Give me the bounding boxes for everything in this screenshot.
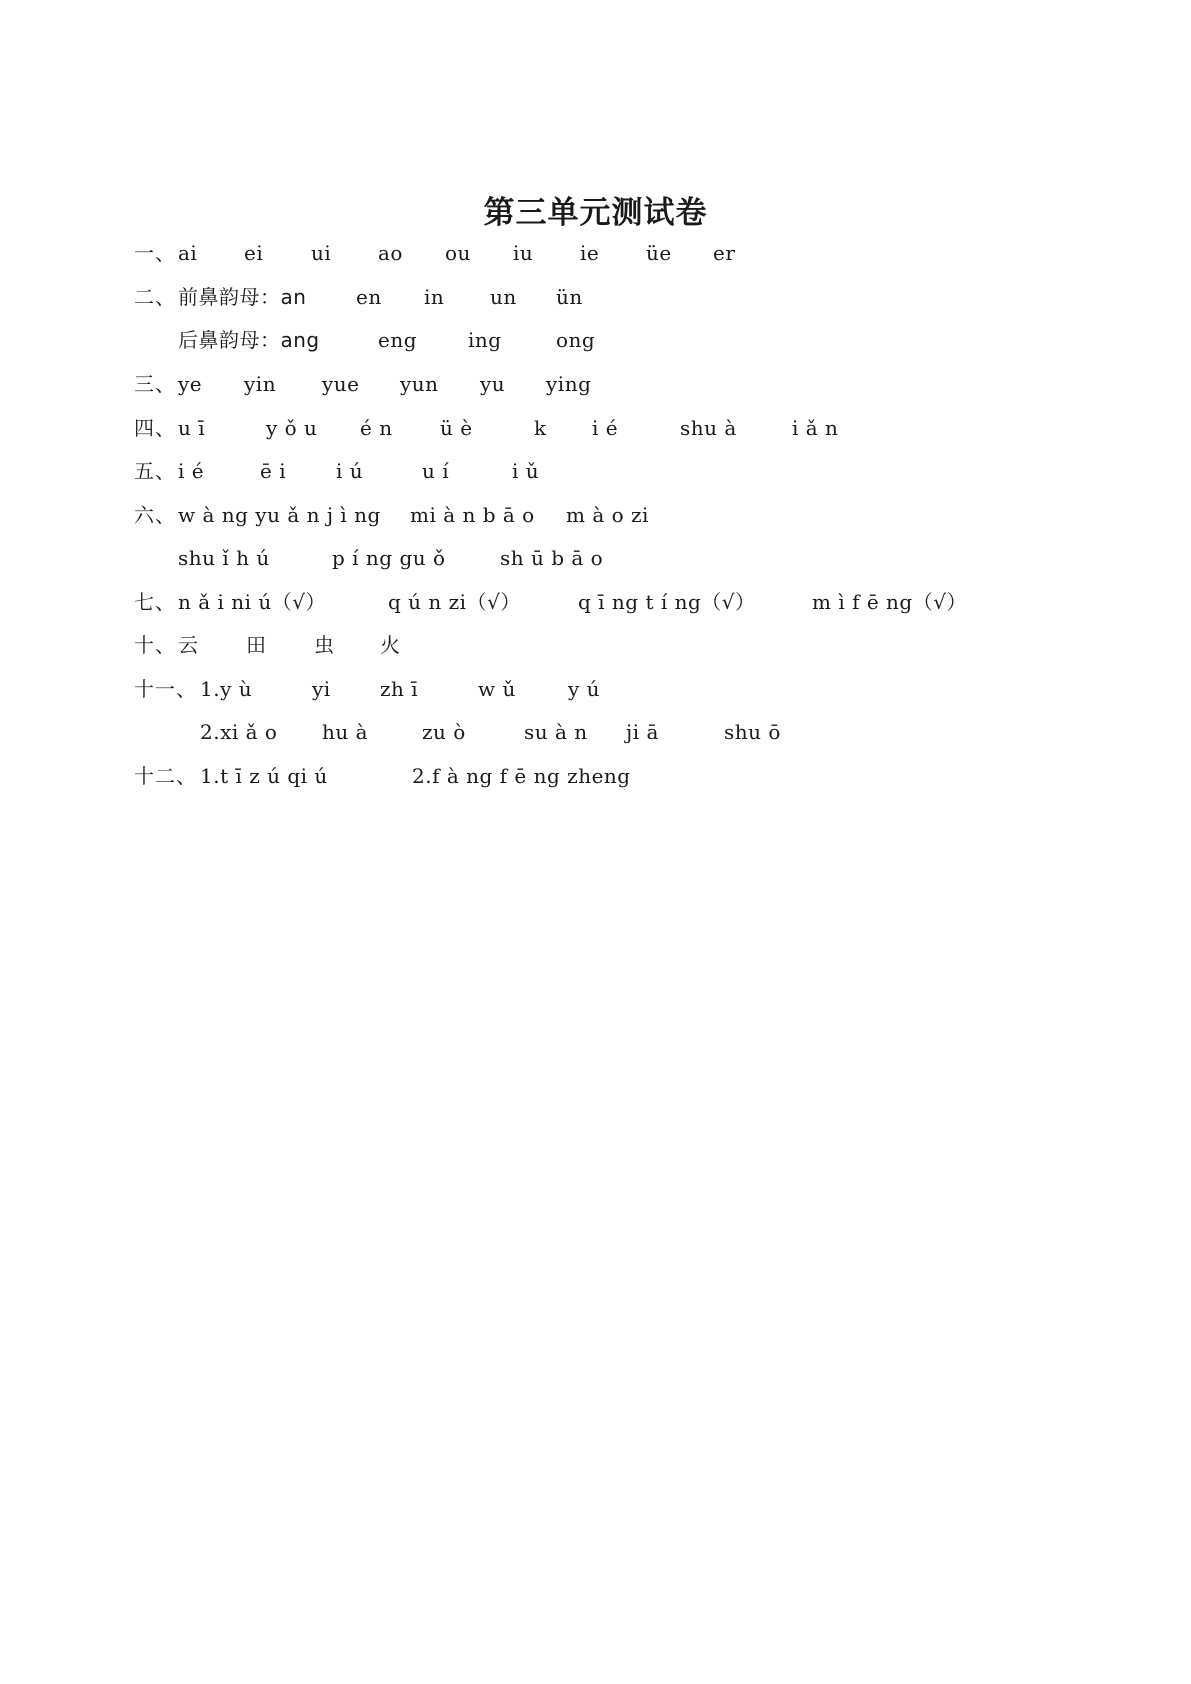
answer-item: iu — [513, 241, 534, 265]
answer-item: 2.f à ng f ē ng zheng — [412, 764, 631, 788]
answer-item: un — [490, 285, 517, 309]
answer-item: k — [534, 416, 547, 440]
answer-item: su à n — [524, 720, 588, 744]
section-number: 二、 — [134, 285, 176, 309]
answer-item: 前鼻韵母：an — [178, 285, 307, 309]
answer-item: 1.y ù — [200, 677, 253, 701]
answer-item: ying — [546, 372, 592, 396]
answer-item: ün — [556, 285, 583, 309]
section-number: 十一、 — [134, 677, 197, 701]
answer-item: ui — [311, 241, 332, 265]
answer-item: i ǔ — [512, 459, 540, 483]
answer-item: ē i — [260, 459, 287, 483]
answer-item: i ú — [336, 459, 364, 483]
answer-item: m ì f ē ng（√） — [812, 590, 967, 614]
answer-item: w à ng yu ǎ n j ì ng — [178, 503, 381, 527]
answer-item: yun — [400, 372, 439, 396]
answer-item: 云 — [178, 633, 199, 657]
answer-item: i ǎ n — [792, 416, 839, 440]
answer-item: i é — [178, 459, 205, 483]
section-number: 五、 — [134, 459, 176, 483]
answer-item: ei — [244, 241, 264, 265]
answer-item: ji ā — [626, 720, 659, 744]
answer-item: 后鼻韵母：ang — [178, 328, 320, 352]
answer-item: y ǒ u — [266, 416, 318, 440]
section-number: 十二、 — [134, 764, 197, 788]
answer-item: sh ū b ā o — [500, 546, 604, 570]
answer-item: shu à — [680, 416, 737, 440]
answer-item: w ǔ — [478, 677, 516, 701]
answer-item: mi à n b ā o — [410, 503, 535, 527]
answer-item: zh ī — [380, 677, 419, 701]
answer-item: 火 — [380, 633, 401, 657]
answer-item: eng — [378, 328, 418, 352]
section-number: 六、 — [134, 503, 176, 527]
answer-item: zu ò — [422, 720, 466, 744]
section-number: 十、 — [134, 633, 176, 657]
answer-item: ao — [378, 241, 403, 265]
answer-item: en — [356, 285, 382, 309]
answer-item: m à o zi — [566, 503, 649, 527]
answer-item: ing — [468, 328, 502, 352]
answer-item: yin — [244, 372, 277, 396]
answer-item: shu ō — [724, 720, 781, 744]
answer-item: yue — [322, 372, 360, 396]
answer-item: 田 — [246, 633, 267, 657]
answer-item: ü è — [440, 416, 473, 440]
section-number: 三、 — [134, 372, 176, 396]
answer-item: hu à — [322, 720, 369, 744]
section-number: 七、 — [134, 590, 176, 614]
answer-item: p í ng gu ǒ — [332, 546, 446, 570]
answer-item: u í — [422, 459, 450, 483]
answer-item: i é — [592, 416, 619, 440]
section-number: 一、 — [134, 241, 176, 265]
answer-item: n ǎ i ni ú（√） — [178, 590, 327, 614]
answer-item: ong — [556, 328, 596, 352]
answer-item: q ú n zi（√） — [388, 590, 521, 614]
answer-item: yu — [480, 372, 506, 396]
answer-item: yi — [312, 677, 331, 701]
answer-item: q ī ng t í ng（√） — [578, 590, 756, 614]
answer-item: er — [713, 241, 736, 265]
answer-item: ai — [178, 241, 198, 265]
answer-item: é n — [360, 416, 393, 440]
page-title: 第三单元测试卷 — [483, 195, 708, 231]
answer-item: in — [424, 285, 445, 309]
answer-item: ie — [580, 241, 600, 265]
answer-item: 1.t ī z ú qi ú — [200, 764, 328, 788]
answer-item: üe — [646, 241, 672, 265]
answer-item: y ú — [568, 677, 601, 701]
answer-item: ye — [178, 372, 203, 396]
answer-item: ou — [445, 241, 471, 265]
answer-item: 虫 — [314, 633, 335, 657]
answer-item: 2.xi ǎ o — [200, 720, 278, 744]
section-number: 四、 — [134, 416, 176, 440]
answer-item: shu ǐ h ú — [178, 546, 270, 570]
answer-item: u ī — [178, 416, 206, 440]
